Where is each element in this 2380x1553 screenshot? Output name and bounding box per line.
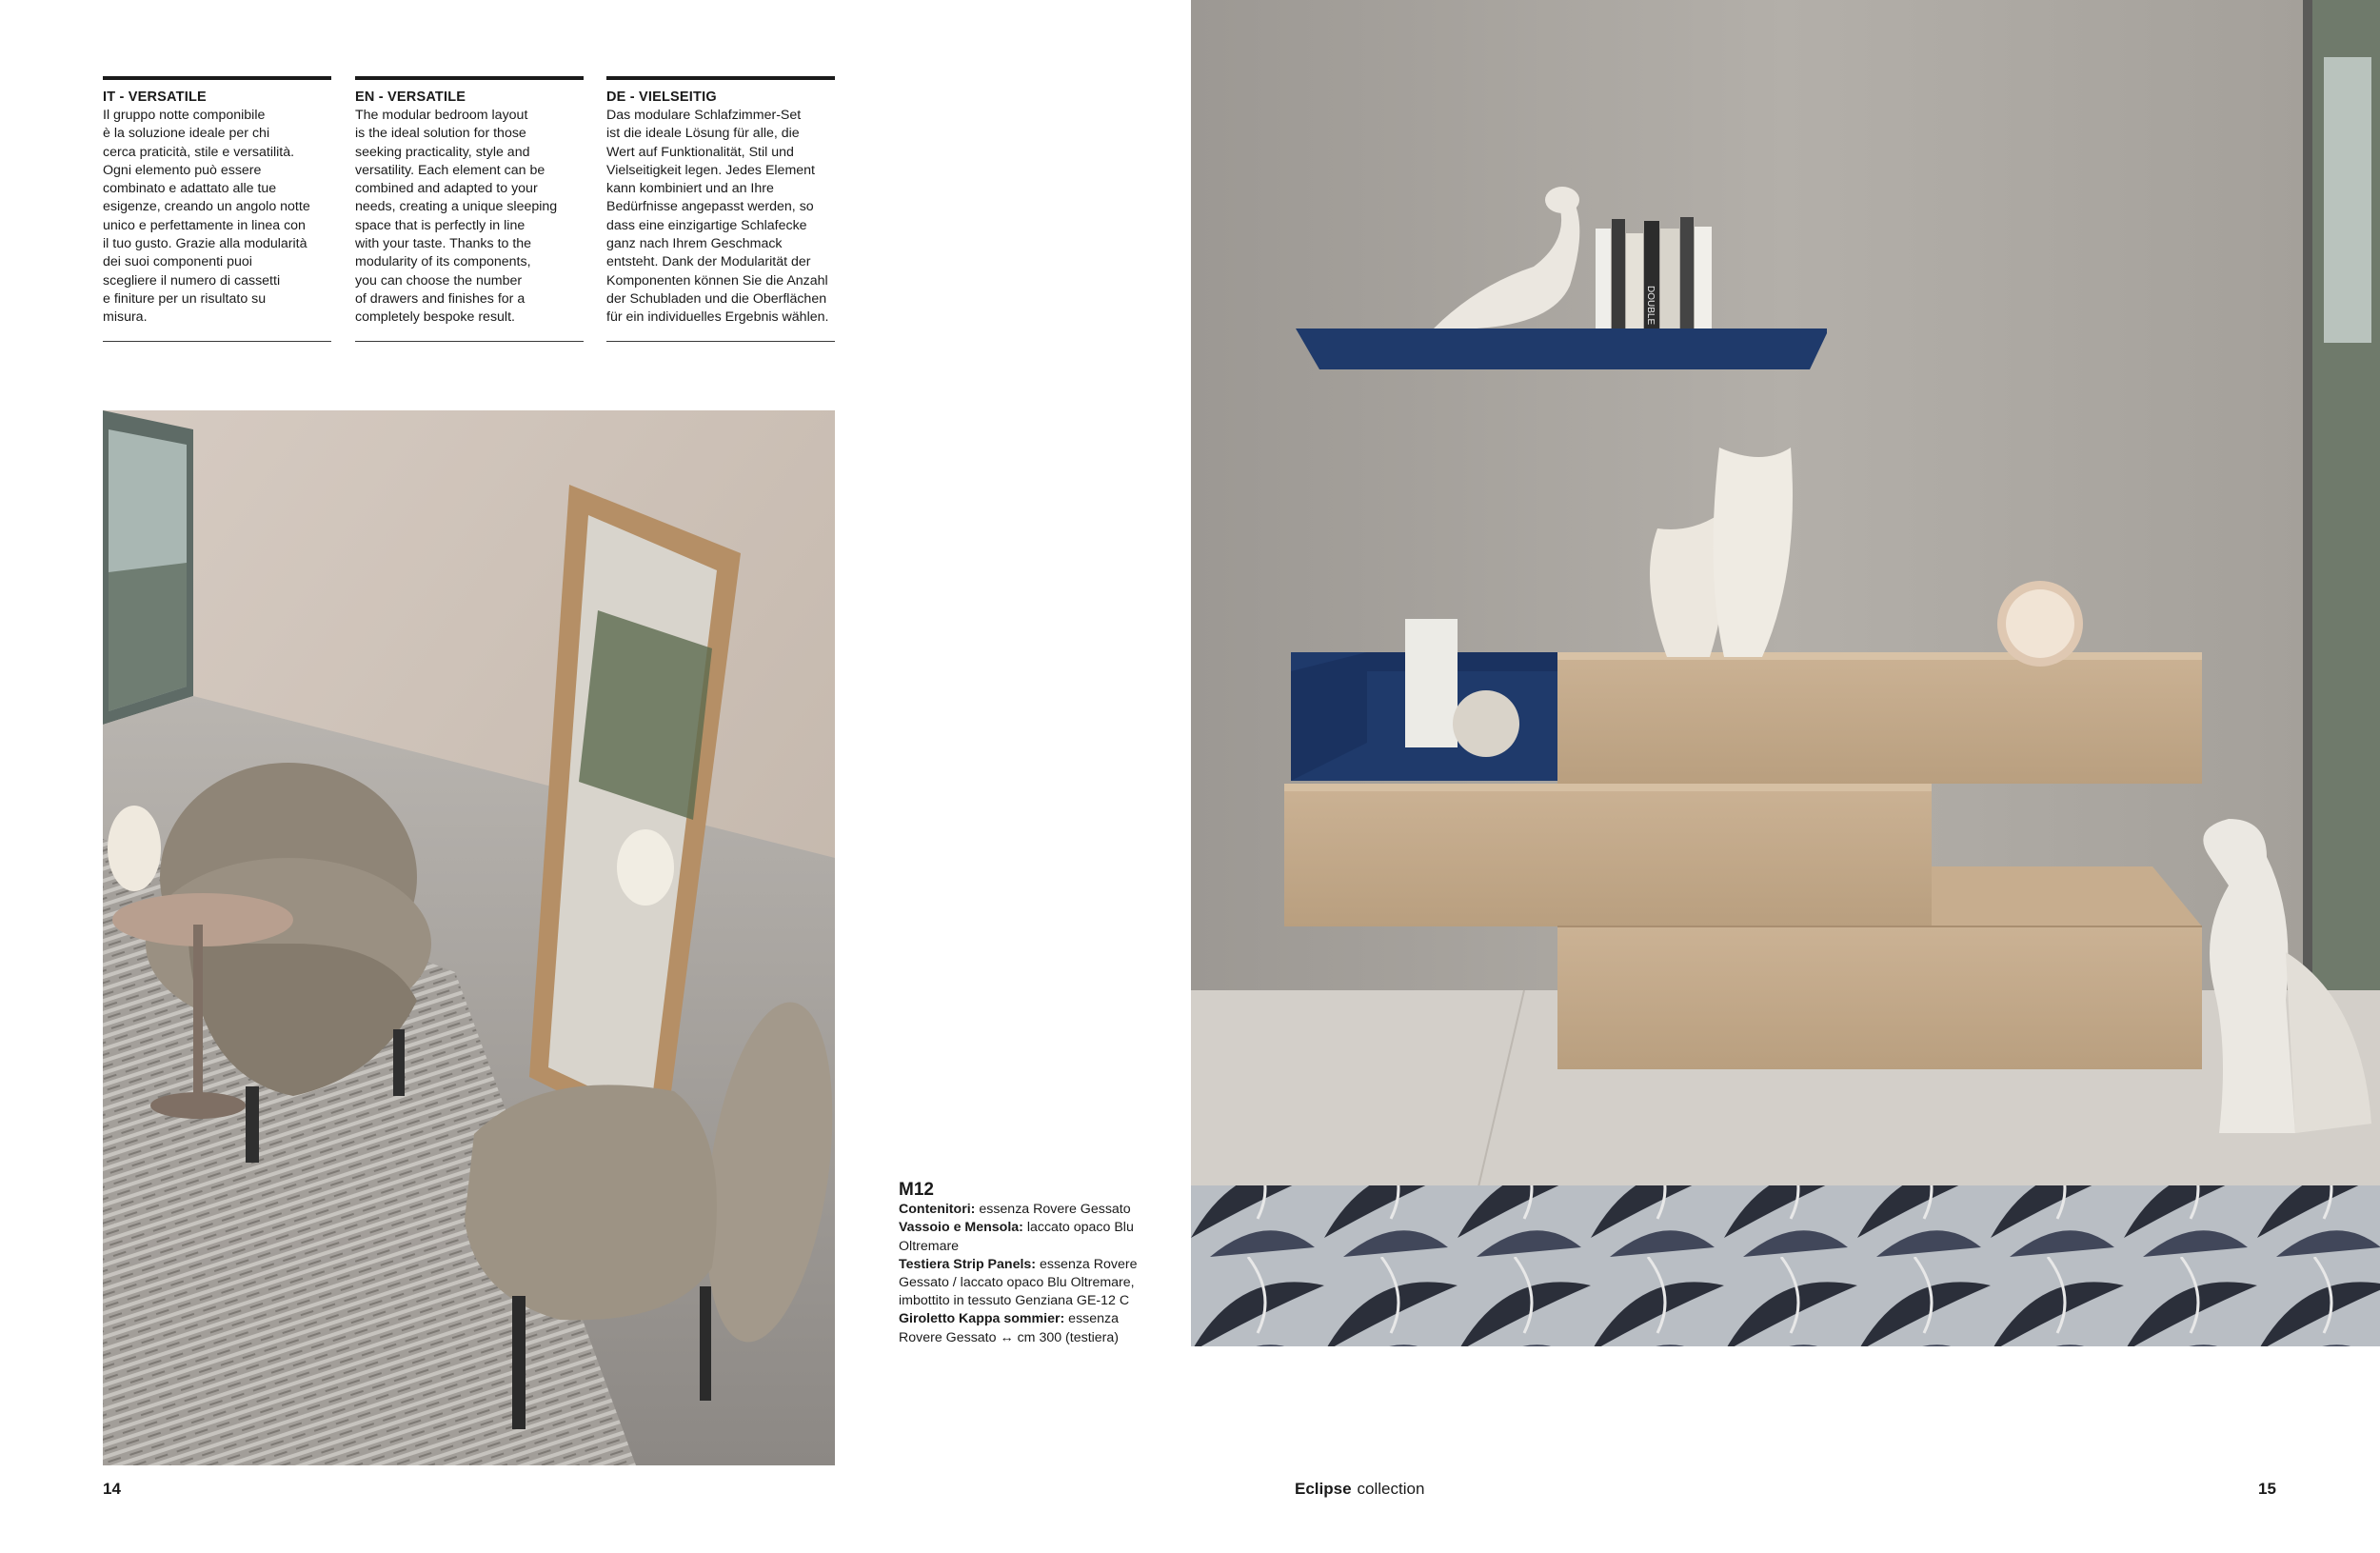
caption-value: essenza Rovere Gessato / laccato opaco Blu Oltremare, imbottito in tessuto Genziana GE-12 C <box>899 1256 1138 1309</box>
armchairs-scene <box>103 410 835 1465</box>
book-spine-text: DOUBLE <box>1645 286 1656 326</box>
product-caption <box>899 1181 1146 1347</box>
caption-line-tray-shelf <box>899 1219 1146 1255</box>
page-number-right: 15 <box>2258 1480 2276 1498</box>
column-body-en: The modular bedroom layout is the ideal solution for those seeking practicality, style and versatility. Each element can be combined and adapted to your needs, creating a unique sleeping space that is perfectly in line with your taste. Thanks to the modularity of its components, you can choose the number of drawers and finishes for a completely bespoke result. <box>355 108 558 326</box>
brand-name: Eclipse <box>1295 1480 1352 1498</box>
caption-label: Contenitori: <box>899 1202 976 1218</box>
column-heading-en: EN - VERSATILE <box>355 90 466 105</box>
footer-brand <box>1295 1480 1424 1499</box>
text-column-it <box>103 76 331 342</box>
text-column-de <box>606 76 835 342</box>
caption-value: essenza Rovere Gessato <box>975 1202 1131 1218</box>
caption-line-headboard <box>899 1256 1146 1311</box>
caption-value: laccato opaco Blu Oltremare <box>899 1220 1134 1254</box>
caption-label: Testiera Strip Panels: <box>899 1256 1037 1272</box>
column-body-de: Das modulare Schlafzimmer-Set ist die ideale Lösung für alle, die Wert auf Funktionalität, Stil und Vielseitigkeit legen. Jedes Element kann kombiniert und an Ihre Bedürfnisse angepasst werden, so dass eine einzigartige Schlafecke ganz nach Ihrem Geschmack entsteht. Dank der Modularität der Komponenten können Sie die Anzahl der Schubladen und die Oberflächen für ein individuelles Ergebnis wählen. <box>606 108 829 326</box>
column-heading-de: DE - VIELSEITIG <box>606 90 717 105</box>
caption-value: essenza Rovere Gessato ↔ cm 300 (testiera) <box>899 1311 1120 1345</box>
photo-armchairs-mirror <box>103 410 835 1465</box>
caption-model-code: M12 <box>899 1180 934 1200</box>
page-number-left: 14 <box>103 1480 121 1498</box>
chest-scene <box>1191 0 2380 1346</box>
caption-label: Giroletto Kappa sommier: <box>899 1311 1065 1327</box>
text-column-en <box>355 76 584 342</box>
caption-line-bed-frame <box>899 1310 1146 1346</box>
brand-suffix: collection <box>1357 1480 1425 1498</box>
column-body-it: Il gruppo notte componibile è la soluzione ideale per chi cerca praticità, stile e versatilità. Ogni elemento può essere combinato e adattato alle tue esigenze, creando un angolo notte unico e perfettamente in linea con il tuo gusto. Grazie alla modularità dei suoi componenti puoi scegliere il numero di cassetti e finiture per un risultato su misura. <box>103 108 310 326</box>
column-heading-it: IT - VERSATILE <box>103 90 207 105</box>
caption-line-containers <box>899 1201 1146 1219</box>
photo-modular-chest <box>1191 0 2380 1346</box>
caption-label: Vassoio e Mensola: <box>899 1220 1023 1236</box>
